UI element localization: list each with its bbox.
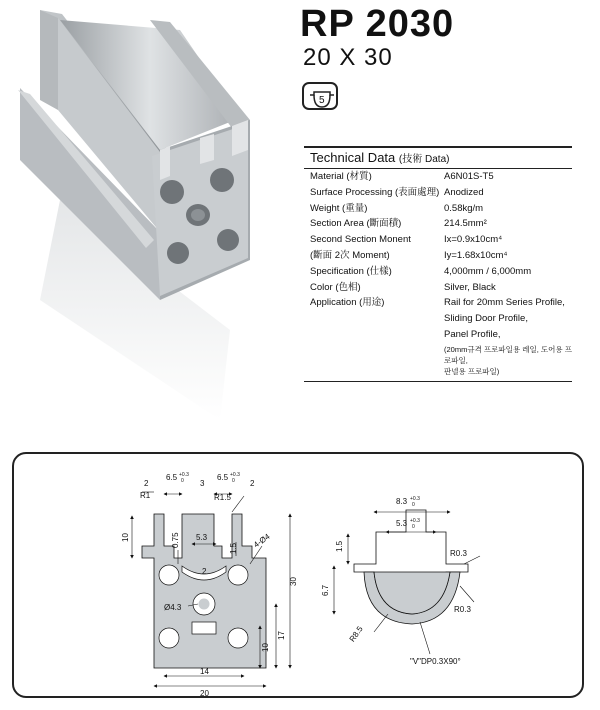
dim-r03b: R0.3 [454, 605, 471, 614]
dim-slot-inner-tol2: 0 [412, 524, 415, 530]
dim-r03a: R0.3 [450, 549, 467, 558]
dim-w-mid: 3 [200, 479, 205, 488]
technical-data-table [304, 146, 572, 382]
dim-slot-67: 6.7 [321, 584, 330, 596]
tech-row: Section Area (斷面積) 214.5mm² [310, 218, 487, 230]
dim-slot1: 6.5 [166, 473, 178, 482]
tech-row: Specification (仕樣) 4,000mm / 6,000mm [310, 265, 532, 277]
dim-2: 2 [202, 567, 207, 576]
tech-row: Second Section Monent Ix=0.9x10cm⁴ [310, 234, 503, 246]
product-size: 20 X 30 [303, 44, 393, 71]
tech-row: (斷面 2次 Moment) Iy=1.68x10cm⁴ [310, 249, 508, 261]
dim-slot2-tol: +0.3 [230, 472, 240, 478]
dim-r1: R1 [140, 491, 151, 500]
dim-14: 14 [200, 667, 209, 676]
dim-slot-inner: 5.3 [396, 519, 408, 528]
tech-row: Color (色相) Silver, Black [310, 281, 496, 293]
slot-badge-number: 5 [319, 95, 325, 106]
tech-row: Panel Profile, [444, 328, 501, 340]
dim-groove: "V"DP0.3X90° [410, 657, 461, 666]
application-note: (20mm규격 프로파일용 레일, 도어용 프로파일, 판넬용 프로파일) [444, 344, 572, 376]
dimension-drawing-panel [12, 452, 584, 698]
tech-row: Material (材質) A6N01S-T5 [310, 171, 494, 182]
dimension-drawing [14, 454, 586, 700]
dim-075: 0.75 [171, 532, 180, 548]
dim-20: 20 [200, 689, 209, 698]
dim-10: 10 [121, 533, 130, 542]
profile-product-image [0, 0, 300, 440]
dim-slot-outer-tol: +0.3 [410, 496, 420, 502]
product-model-title: RP 2030 [300, 3, 455, 45]
dim-slot1-tol2: 0 [181, 478, 184, 484]
dim-slot-outer: 8.3 [396, 497, 408, 506]
dim-53: 5.3 [196, 533, 208, 542]
dim-w-top-left: 2 [144, 479, 149, 488]
slot-size-badge [302, 82, 338, 110]
dim-43: Ø4.3 [164, 603, 182, 612]
dim-slot-outer-tol2: 0 [412, 502, 415, 508]
dim-slot-inner-tol: +0.3 [410, 518, 420, 524]
dim-15: 1.5 [229, 542, 238, 554]
dim-30: 30 [289, 577, 298, 586]
slot-detail [354, 510, 468, 624]
dim-r15: R1.5 [214, 493, 231, 502]
dim-4-holes: 4-Ø4 [251, 531, 272, 550]
dim-slot1-tol: +0.3 [179, 472, 189, 478]
slot-icon [304, 84, 340, 112]
tech-row: Weight (重量) 0.58kg/m [310, 202, 484, 214]
tech-row: Surface Processing (表面處理) Anodized [310, 186, 484, 198]
dim-slot-15: 1.5 [335, 540, 344, 552]
tech-row: Sliding Door Profile, [444, 313, 528, 325]
heading-text: Technical Data [310, 150, 396, 165]
heading-native: (技術 Data) [398, 154, 450, 165]
dim-17: 17 [277, 631, 286, 640]
dim-10b: 10 [261, 643, 270, 652]
dim-slot2: 6.5 [217, 473, 229, 482]
technical-data-heading [304, 146, 572, 169]
table-bottom-rule [304, 377, 572, 382]
dim-w-top-right: 2 [250, 479, 255, 488]
dim-slot2-tol2: 0 [232, 478, 235, 484]
tech-row: Application (用途) Rail for 20mm Series Profile, [310, 297, 565, 309]
technical-rows [304, 169, 572, 343]
dim-r85: R8.5 [347, 624, 365, 644]
